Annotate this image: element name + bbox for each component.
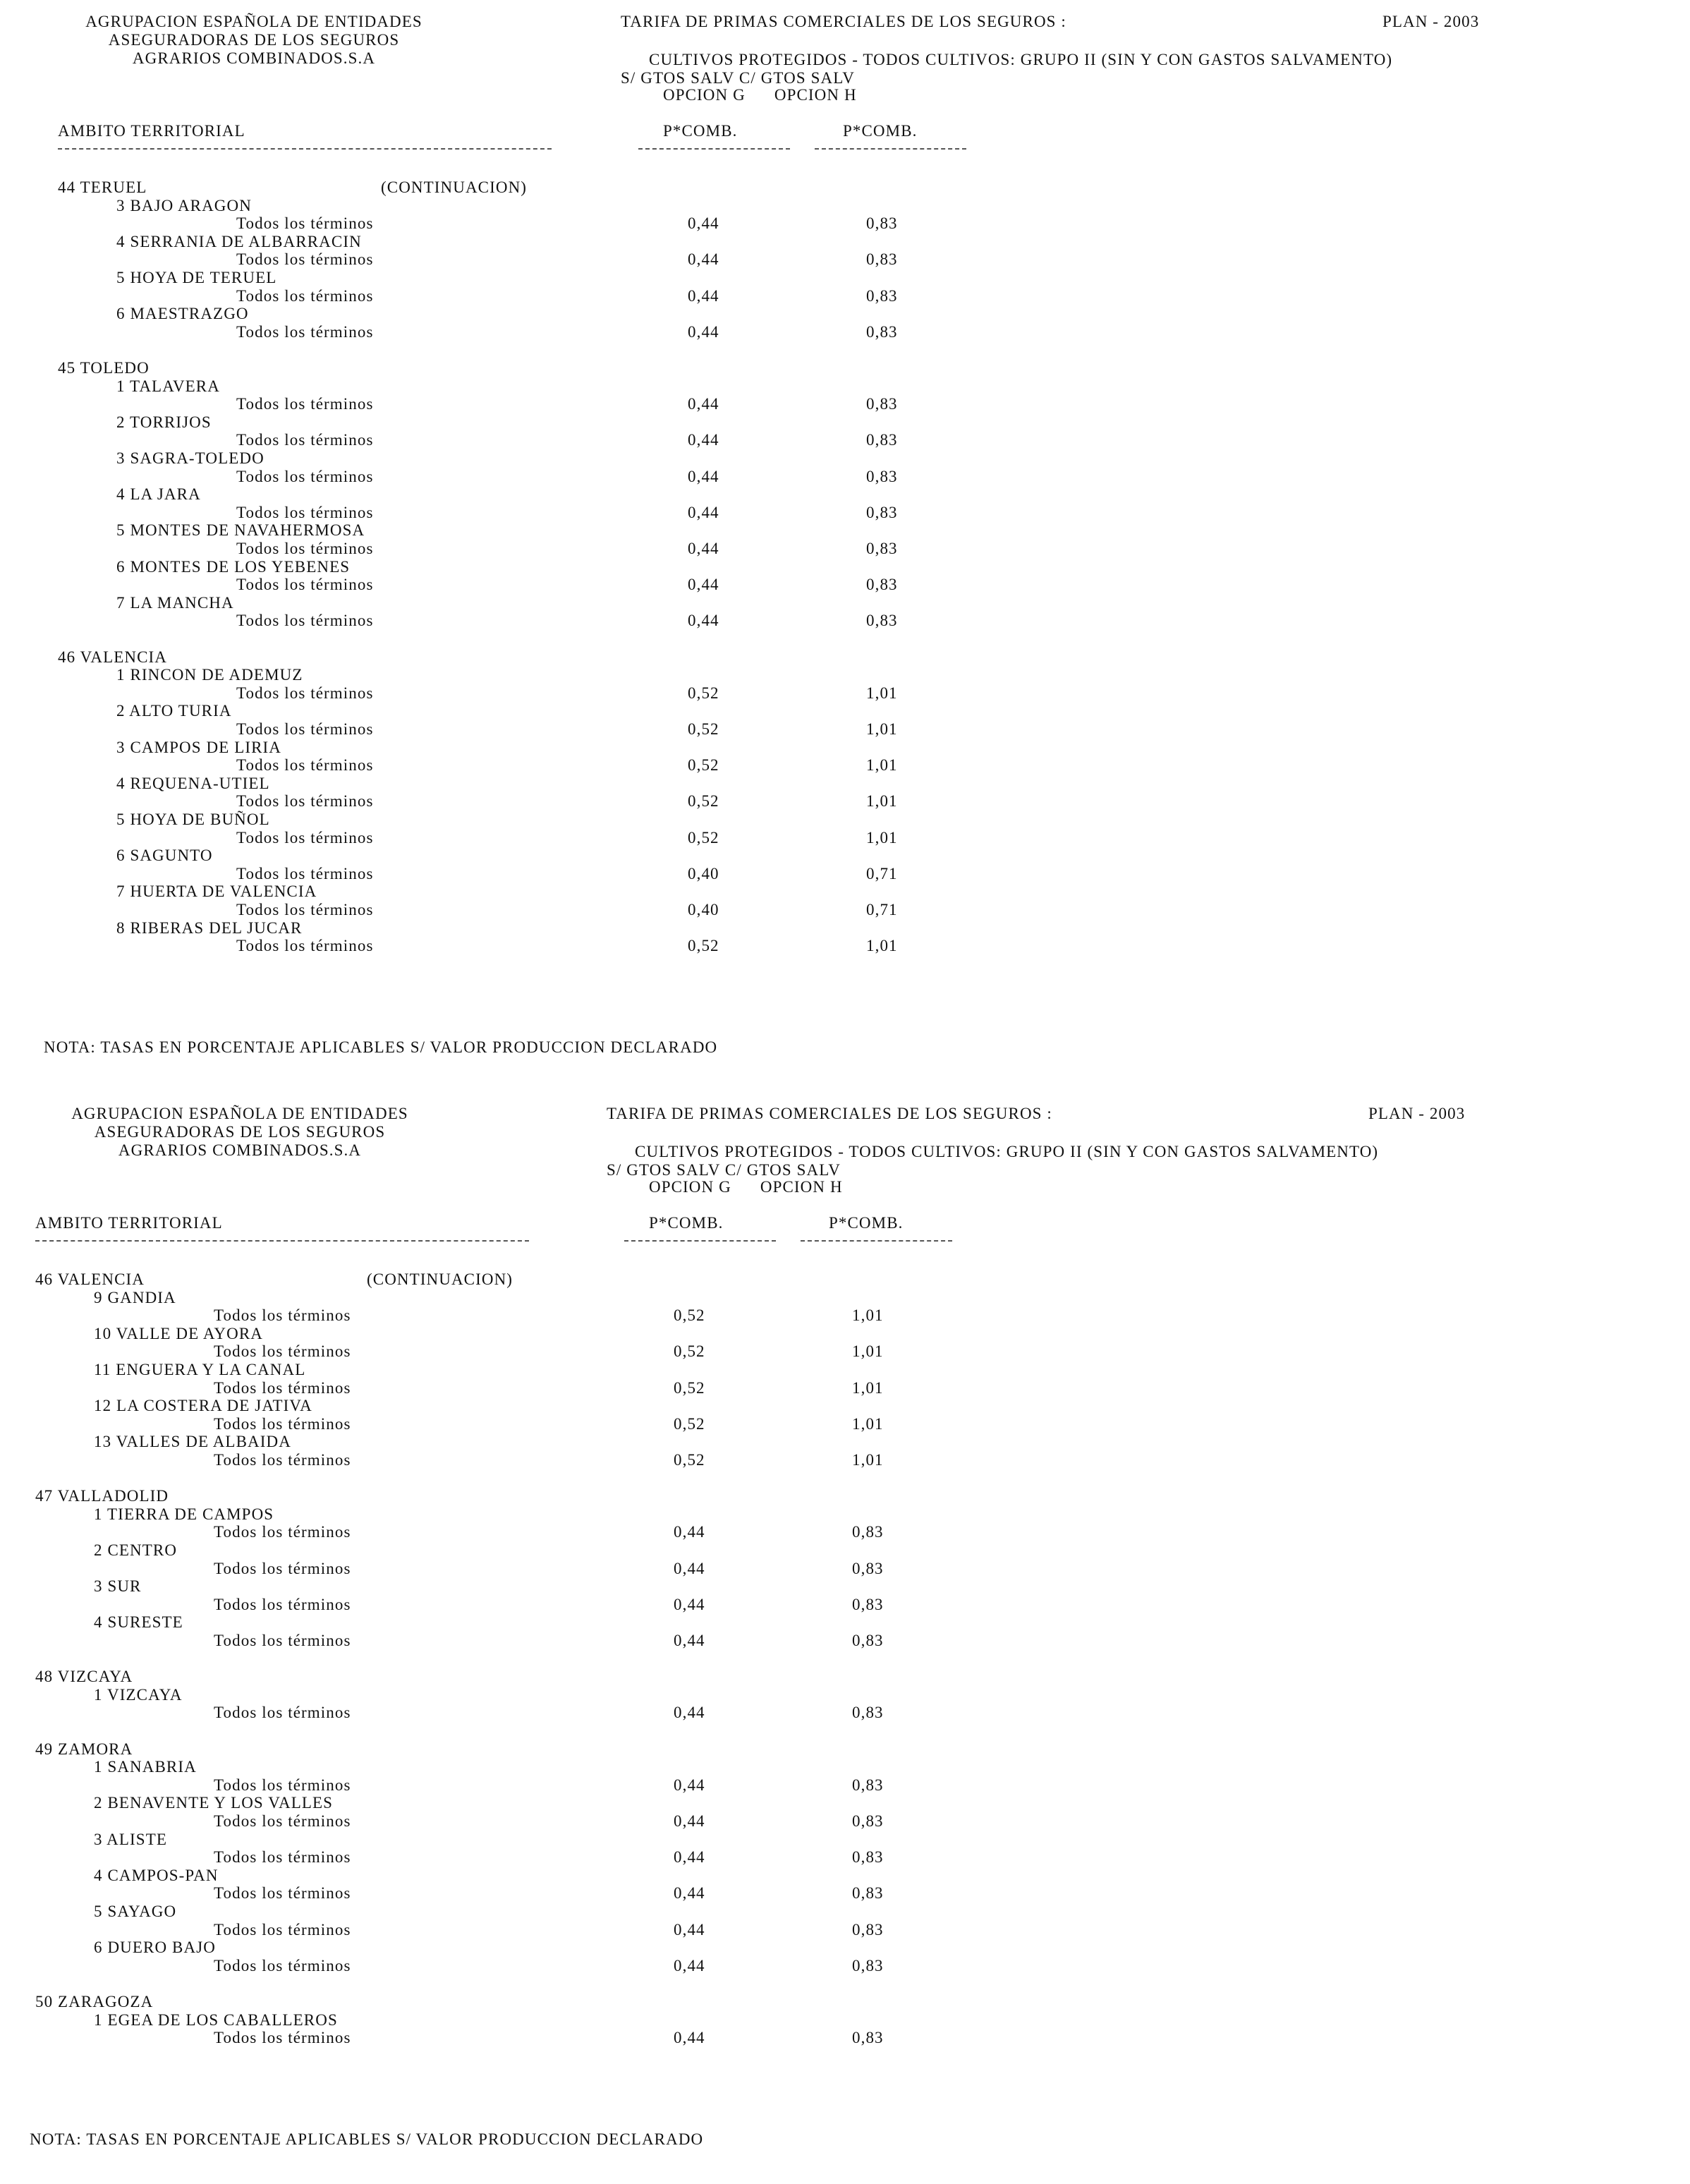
rate-option-h: 0,83	[866, 612, 898, 630]
terms-label: Todos los términos	[214, 1378, 351, 1397]
col-g-rule	[624, 1240, 776, 1242]
rate-option-h: 1,01	[852, 1342, 884, 1361]
rate-option-g: 0,52	[674, 1451, 705, 1469]
tariff-page	[0, 1092, 1690, 2184]
terms-label: Todos los términos	[236, 540, 374, 557]
comarca-heading: 1 RINCON DE ADEMUZ	[116, 666, 303, 684]
comarca-heading: 6 DUERO BAJO	[94, 1939, 216, 1957]
rate-option-h: 0,71	[866, 901, 898, 918]
rate-option-g: 0,44	[674, 1523, 705, 1541]
comarca-heading: 3 SAGRA-TOLEDO	[116, 449, 265, 467]
rate-option-g: 0,44	[688, 286, 719, 305]
comarca-heading: 1 EGEA DE LOS CABALLEROS	[94, 2010, 338, 2029]
comarca-heading: 2 TORRIJOS	[116, 413, 212, 431]
comarca-heading: 1 TIERRA DE CAMPOS	[94, 1505, 274, 1523]
rate-option-h: 0,83	[866, 540, 898, 557]
header-rule	[35, 1240, 529, 1242]
footnote: NOTA: TASAS EN PORCENTAJE APLICABLES S/ VALOR PRODUCCION DECLARADO	[30, 2130, 704, 2148]
terms-label: Todos los términos	[214, 1451, 351, 1469]
rate-option-h: 0,83	[852, 1956, 884, 1974]
comarca-heading: 4 SURESTE	[94, 1613, 183, 1632]
rate-option-h: 0,83	[852, 1632, 884, 1649]
rate-option-g: 0,44	[674, 1632, 705, 1649]
col-g-header: P*COMB.	[663, 122, 738, 140]
terms-label: Todos los términos	[236, 684, 374, 702]
rate-option-h: 0,83	[852, 2029, 884, 2047]
rate-option-g: 0,44	[688, 612, 719, 630]
rate-option-g: 0,44	[674, 1559, 705, 1577]
org-name-line: AGRUPACION ESPAÑOLA DE ENTIDADES	[71, 1105, 408, 1122]
rate-option-h: 1,01	[852, 1306, 884, 1325]
col-h-header: P*COMB.	[843, 122, 918, 140]
terms-label: Todos los términos	[214, 1559, 351, 1577]
terms-label: Todos los términos	[214, 2029, 351, 2047]
rate-option-h: 1,01	[852, 1414, 884, 1433]
rate-option-h: 0,83	[866, 286, 898, 305]
rate-option-h: 0,83	[866, 250, 898, 269]
org-name-line: AGRARIOS COMBINADOS.S.A	[132, 49, 376, 67]
comarca-heading: 5 HOYA DE TERUEL	[116, 269, 277, 286]
rate-option-g: 0,44	[688, 467, 719, 485]
ambito-header: AMBITO TERRITORIAL	[58, 122, 245, 140]
comarca-heading: 3 CAMPOS DE LIRIA	[116, 738, 282, 756]
comarca-heading: 2 BENAVENTE Y LOS VALLES	[94, 1794, 334, 1812]
rate-option-g: 0,44	[674, 1956, 705, 1974]
terms-label: Todos los términos	[214, 1884, 351, 1903]
terms-label: Todos los términos	[236, 467, 374, 485]
comarca-heading: 5 MONTES DE NAVAHERMOSA	[116, 521, 365, 540]
col-g-rule	[638, 148, 790, 150]
comarca-heading: 11 ENGUERA Y LA CANAL	[94, 1361, 306, 1378]
comarca-heading: 1 VIZCAYA	[94, 1685, 183, 1704]
continuation-label: (CONTINUACION)	[381, 178, 528, 196]
comarca-heading: 7 HUERTA DE VALENCIA	[116, 882, 317, 901]
rate-option-h: 0,83	[852, 1848, 884, 1867]
terms-label: Todos los términos	[236, 395, 374, 413]
rate-option-h: 0,71	[866, 864, 898, 882]
comarca-heading: 6 SAGUNTO	[116, 847, 213, 865]
terms-label: Todos los términos	[214, 1956, 351, 1974]
comarca-heading: 3 SUR	[94, 1577, 142, 1596]
rate-option-g: 0,44	[674, 1848, 705, 1867]
terms-label: Todos los términos	[214, 1595, 351, 1613]
rate-option-g: 0,52	[688, 684, 719, 702]
terms-label: Todos los términos	[214, 1342, 351, 1361]
rate-option-g: 0,44	[674, 1776, 705, 1794]
rate-option-g: 0,44	[688, 576, 719, 594]
terms-label: Todos los términos	[214, 1414, 351, 1433]
comarca-heading: 4 REQUENA-UTIEL	[116, 774, 270, 792]
rate-option-g: 0,44	[688, 250, 719, 269]
comarca-heading: 7 LA MANCHA	[116, 593, 234, 612]
rate-option-h: 1,01	[852, 1378, 884, 1397]
comarca-heading: 5 SAYAGO	[94, 1903, 177, 1920]
terms-label: Todos los términos	[236, 901, 374, 918]
rate-option-g: 0,44	[688, 322, 719, 341]
rate-option-h: 1,01	[866, 684, 898, 702]
terms-label: Todos los términos	[236, 322, 374, 341]
rate-option-h: 0,83	[852, 1812, 884, 1830]
terms-label: Todos los términos	[214, 1812, 351, 1830]
rate-option-g: 0,52	[674, 1378, 705, 1397]
rate-option-h: 0,83	[852, 1523, 884, 1541]
terms-label: Todos los términos	[236, 937, 374, 955]
crop-subtitle: CULTIVOS PROTEGIDOS - TODOS CULTIVOS: GRUPO II (SIN Y CON GASTOS SALVAMENTO)	[635, 1143, 1379, 1160]
continuation-label: (CONTINUACION)	[367, 1270, 513, 1288]
column-subheader: S/ GTOS SALV C/ GTOS SALV	[621, 69, 855, 87]
rate-option-g: 0,44	[674, 1884, 705, 1903]
rate-option-h: 0,83	[866, 431, 898, 449]
tariff-title: TARIFA DE PRIMAS COMERCIALES DE LOS SEGUROS :	[621, 13, 1066, 30]
terms-label: Todos los términos	[236, 720, 374, 738]
plan-label: PLAN - 2003	[1368, 1105, 1466, 1122]
terms-label: Todos los términos	[236, 503, 374, 521]
footnote: NOTA: TASAS EN PORCENTAJE APLICABLES S/ VALOR PRODUCCION DECLARADO	[44, 1038, 718, 1056]
terms-label: Todos los términos	[214, 1848, 351, 1867]
rate-option-h: 0,83	[866, 322, 898, 341]
terms-label: Todos los términos	[214, 1920, 351, 1939]
col-h-rule	[815, 148, 966, 150]
terms-label: Todos los términos	[214, 1704, 351, 1722]
rate-option-h: 0,83	[866, 467, 898, 485]
rate-option-h: 0,83	[866, 576, 898, 594]
comarca-heading: 8 RIBERAS DEL JUCAR	[116, 918, 303, 937]
terms-label: Todos los términos	[236, 576, 374, 594]
terms-label: Todos los términos	[236, 756, 374, 775]
rate-option-g: 0,52	[688, 756, 719, 775]
terms-label: Todos los términos	[236, 214, 374, 233]
comarca-heading: 3 ALISTE	[94, 1830, 167, 1848]
tariff-title: TARIFA DE PRIMAS COMERCIALES DE LOS SEGUROS :	[607, 1105, 1052, 1122]
terms-label: Todos los términos	[236, 286, 374, 305]
comarca-heading: 4 CAMPOS-PAN	[94, 1866, 219, 1884]
org-name-line: ASEGURADORAS DE LOS SEGUROS	[108, 31, 400, 49]
comarca-heading: 6 MAESTRAZGO	[116, 305, 249, 323]
rate-option-h: 0,83	[852, 1559, 884, 1577]
comarca-heading: 4 LA JARA	[116, 485, 201, 504]
province-heading: 50 ZARAGOZA	[35, 1993, 154, 2010]
rate-option-g: 0,40	[688, 901, 719, 918]
province-heading: 46 VALENCIA	[35, 1270, 145, 1288]
rate-option-g: 0,44	[674, 1812, 705, 1830]
rate-option-h: 1,01	[866, 756, 898, 775]
terms-label: Todos los términos	[236, 250, 374, 269]
terms-label: Todos los términos	[236, 431, 374, 449]
rate-option-g: 0,44	[674, 2029, 705, 2047]
rate-option-h: 1,01	[866, 720, 898, 738]
comarca-heading: 2 CENTRO	[94, 1541, 178, 1559]
comarca-heading: 5 HOYA DE BUÑOL	[116, 811, 270, 828]
rate-option-g: 0,44	[688, 503, 719, 521]
org-name-line: AGRUPACION ESPAÑOLA DE ENTIDADES	[85, 13, 422, 30]
province-heading: 49 ZAMORA	[35, 1740, 133, 1758]
comarca-heading: 4 SERRANIA DE ALBARRACIN	[116, 232, 362, 250]
ambito-header: AMBITO TERRITORIAL	[35, 1214, 223, 1232]
rate-option-g: 0,44	[674, 1920, 705, 1939]
col-h-header: P*COMB.	[829, 1214, 904, 1232]
terms-label: Todos los términos	[236, 864, 374, 882]
comarca-heading: 2 ALTO TURIA	[116, 702, 232, 720]
rate-option-g: 0,44	[688, 395, 719, 413]
rate-option-g: 0,44	[674, 1704, 705, 1722]
rate-option-h: 0,83	[866, 395, 898, 413]
rate-option-h: 0,83	[852, 1920, 884, 1939]
rate-option-h: 0,83	[852, 1776, 884, 1794]
rate-option-h: 0,83	[866, 503, 898, 521]
rate-option-g: 0,44	[674, 1595, 705, 1613]
rate-option-g: 0,52	[688, 937, 719, 955]
terms-label: Todos los términos	[236, 792, 374, 811]
comarca-heading: 1 SANABRIA	[94, 1758, 197, 1776]
rate-option-g: 0,52	[674, 1306, 705, 1325]
province-heading: 46 VALENCIA	[58, 648, 168, 666]
plan-label: PLAN - 2003	[1382, 13, 1480, 30]
rate-option-h: 1,01	[866, 792, 898, 811]
terms-label: Todos los términos	[236, 612, 374, 630]
terms-label: Todos los términos	[214, 1632, 351, 1649]
province-heading: 48 VIZCAYA	[35, 1668, 133, 1686]
rate-option-g: 0,52	[688, 828, 719, 847]
province-heading: 47 VALLADOLID	[35, 1487, 169, 1505]
rate-option-g: 0,52	[674, 1342, 705, 1361]
column-options: OPCION G OPCION H	[663, 86, 857, 104]
rate-option-g: 0,40	[688, 864, 719, 882]
comarca-heading: 3 BAJO ARAGON	[116, 196, 252, 214]
rate-option-h: 1,01	[852, 1451, 884, 1469]
rate-option-g: 0,44	[688, 214, 719, 233]
org-name-line: AGRARIOS COMBINADOS.S.A	[118, 1141, 362, 1159]
comarca-heading: 10 VALLE DE AYORA	[94, 1324, 263, 1342]
org-name-line: ASEGURADORAS DE LOS SEGUROS	[94, 1123, 386, 1141]
col-g-header: P*COMB.	[649, 1214, 724, 1232]
comarca-heading: 1 TALAVERA	[116, 377, 220, 395]
rate-option-g: 0,52	[674, 1414, 705, 1433]
header-rule	[58, 148, 552, 150]
rate-option-h: 1,01	[866, 828, 898, 847]
col-h-rule	[801, 1240, 952, 1242]
terms-label: Todos los términos	[214, 1306, 351, 1325]
column-options: OPCION G OPCION H	[649, 1178, 843, 1196]
rate-option-g: 0,44	[688, 540, 719, 557]
rate-option-g: 0,52	[688, 720, 719, 738]
crop-subtitle: CULTIVOS PROTEGIDOS - TODOS CULTIVOS: GRUPO II (SIN Y CON GASTOS SALVAMENTO)	[649, 51, 1393, 68]
rate-option-h: 0,83	[852, 1704, 884, 1722]
rate-option-h: 1,01	[866, 937, 898, 955]
comarca-heading: 9 GANDIA	[94, 1288, 176, 1306]
province-heading: 45 TOLEDO	[58, 359, 150, 377]
rate-option-h: 0,83	[852, 1884, 884, 1903]
comarca-heading: 6 MONTES DE LOS YEBENES	[116, 557, 351, 576]
rate-option-g: 0,52	[688, 792, 719, 811]
rate-option-g: 0,44	[688, 431, 719, 449]
rate-option-h: 0,83	[866, 214, 898, 233]
column-subheader: S/ GTOS SALV C/ GTOS SALV	[607, 1161, 841, 1179]
rate-option-h: 0,83	[852, 1595, 884, 1613]
terms-label: Todos los términos	[236, 828, 374, 847]
comarca-heading: 12 LA COSTERA DE JATIVA	[94, 1397, 312, 1415]
province-heading: 44 TERUEL	[58, 178, 147, 196]
terms-label: Todos los términos	[214, 1776, 351, 1794]
terms-label: Todos los términos	[214, 1523, 351, 1541]
comarca-heading: 13 VALLES DE ALBAIDA	[94, 1433, 291, 1451]
